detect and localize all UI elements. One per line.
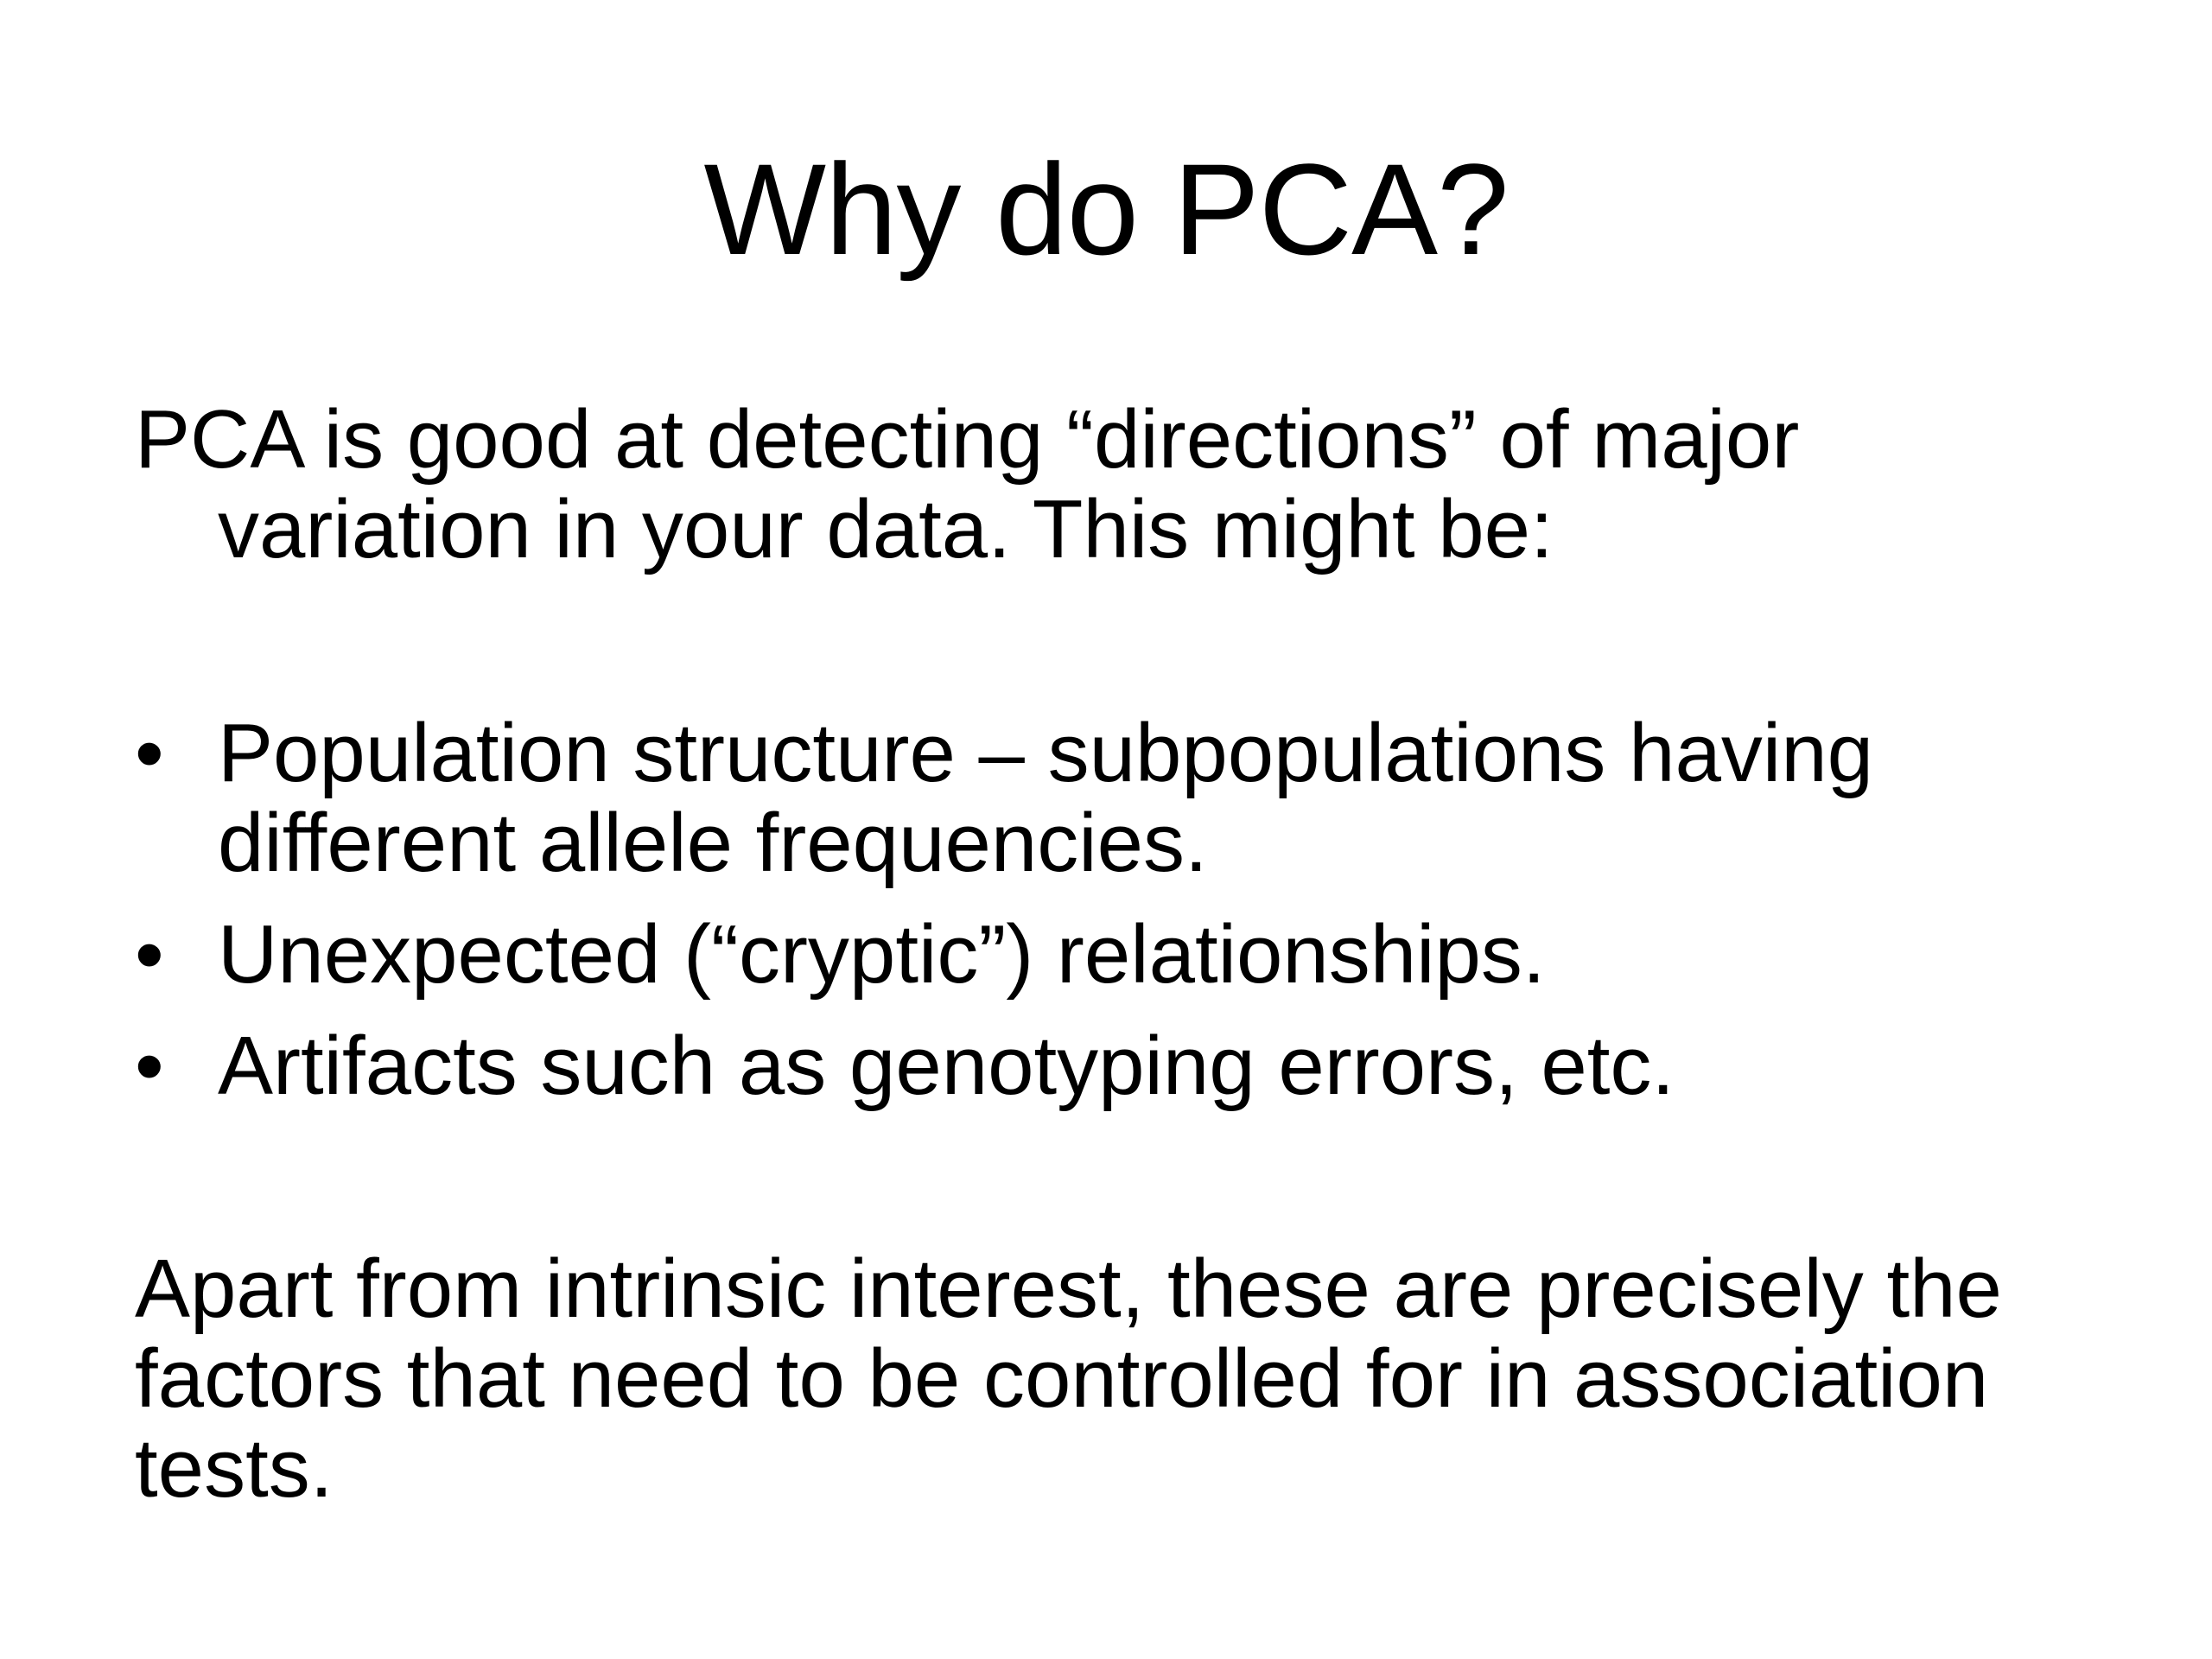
closing-line-3: tests. [135,1422,334,1515]
bullet-icon: • [135,908,164,1001]
closing-line-1: Apart from intrinsic interest, these are precisely the [135,1243,2002,1335]
slide-title: Why do PCA? [703,137,1509,282]
bullet-icon: • [135,707,164,799]
closing-paragraph [135,1244,2105,1514]
intro-line-2: variation in your data. This might be: [218,483,1554,575]
list-item [135,1021,2105,1111]
bullet-1-line-1: Population structure – subpopulations having [218,707,1873,799]
intro-paragraph [135,395,2105,575]
intro-line-1: PCA is good at detecting “directions” of major [135,393,1800,486]
bullet-1-line-2: different allele frequencies. [218,797,1208,889]
bullet-icon: • [135,1020,164,1112]
bullet-list [135,709,2105,1133]
bullet-2-line-1: Unexpected (“cryptic”) relationships. [218,908,1546,1001]
closing-line-2: factors that need to be controlled for in association [135,1332,1989,1425]
list-item [135,910,2105,1000]
bullet-3-line-1: Artifacts such as genotyping errors, etc. [218,1020,1675,1112]
list-item [135,709,2105,888]
